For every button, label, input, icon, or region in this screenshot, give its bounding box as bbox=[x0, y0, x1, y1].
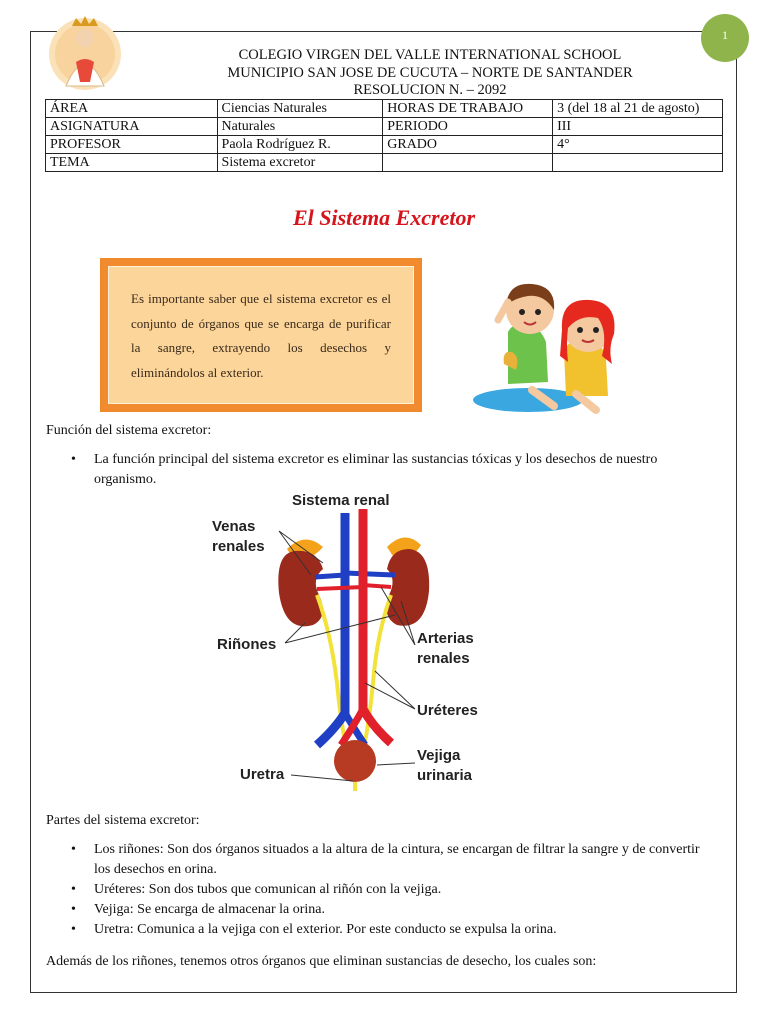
table-cell: III bbox=[553, 118, 723, 136]
kidney-right bbox=[386, 549, 429, 626]
table-row bbox=[46, 154, 723, 172]
label-uretra: Uretra bbox=[240, 766, 285, 783]
list-item: • Vejiga: Se encarga de almacenar la orina. bbox=[46, 900, 706, 920]
page-number-badge: 1 bbox=[701, 14, 749, 62]
label-arterias: Arterias bbox=[417, 630, 474, 647]
table-cell: 4° bbox=[553, 136, 723, 154]
list-item: • Los riñones: Son dos órganos situados a la altura de la cintura, se encargan de filtrar la sangre y de convertir los desechos en orina. bbox=[46, 840, 706, 880]
table-cell: HORAS DE TRABAJO bbox=[383, 100, 553, 118]
diagram-title: Sistema renal bbox=[292, 492, 390, 509]
parts-list bbox=[46, 840, 706, 940]
school-logo bbox=[46, 12, 124, 92]
table-cell bbox=[383, 154, 553, 172]
parts-heading: Partes del sistema excretor: bbox=[46, 813, 200, 828]
aorta bbox=[363, 509, 391, 743]
label-renales-arterias: renales bbox=[417, 650, 470, 667]
bladder bbox=[334, 740, 376, 782]
list-item: • La función principal del sistema excretor es eliminar las sustancias tóxicas y los desechos de nuestro organismo. bbox=[46, 450, 706, 490]
list-item: • Uretra: Comunica a la vejiga con el exterior. Por este conducto se expulsa la orina. bbox=[46, 920, 706, 940]
callout-text: Es importante saber que el sistema excretor es el conjunto de órganos que se encarga de purificar la sangre, extrayendo los desechos y eliminándolos al exterior. bbox=[108, 266, 414, 404]
table-cell: GRADO bbox=[383, 136, 553, 154]
label-urinaria: urinaria bbox=[417, 767, 473, 784]
table-row bbox=[46, 100, 723, 118]
document-title: El Sistema Excretor bbox=[292, 205, 476, 230]
table-cell: ASIGNATURA bbox=[46, 118, 218, 136]
table-cell: Ciencias Naturales bbox=[217, 100, 383, 118]
table-cell: TEMA bbox=[46, 154, 218, 172]
table-cell: PERIODO bbox=[383, 118, 553, 136]
label-vejiga: Vejiga bbox=[417, 747, 461, 764]
table-cell: Naturales bbox=[217, 118, 383, 136]
renal-system-diagram bbox=[205, 483, 495, 793]
table-cell: 3 (del 18 al 21 de agosto) bbox=[553, 100, 723, 118]
table-row bbox=[46, 118, 723, 136]
info-table bbox=[45, 99, 723, 172]
table-cell bbox=[553, 154, 723, 172]
kidney-left bbox=[278, 551, 323, 627]
label-venas: Venas bbox=[212, 518, 256, 535]
renal-arteries bbox=[317, 585, 391, 589]
municipality: MUNICIPIO SAN JOSE DE CUCUTA – NORTE DE SANTANDER bbox=[227, 65, 633, 81]
table-cell: Paola Rodríguez R. bbox=[217, 136, 383, 154]
table-cell: Sistema excretor bbox=[217, 154, 383, 172]
table-cell: PROFESOR bbox=[46, 136, 218, 154]
school-name: COLEGIO VIRGEN DEL VALLE INTERNATIONAL SCHOOL bbox=[238, 47, 622, 63]
function-heading: Función del sistema excretor: bbox=[46, 423, 212, 438]
closing-paragraph: Además de los riñones, tenemos otros órganos que eliminan sustancias de desecho, los cuales son: bbox=[46, 954, 597, 969]
renal-veins bbox=[315, 573, 395, 577]
table-row bbox=[46, 136, 723, 154]
label-renales-venas: renales bbox=[212, 538, 265, 555]
table-cell: ÁREA bbox=[46, 100, 218, 118]
kids-illustration bbox=[468, 272, 648, 417]
label-ureteres: Uréteres bbox=[417, 702, 478, 719]
definition-callout bbox=[100, 258, 422, 412]
resolution: RESOLUCION N. – 2092 bbox=[353, 82, 507, 98]
label-rinones: Riñones bbox=[217, 636, 277, 653]
list-item: • Uréteres: Son dos tubos que comunican al riñón con la vejiga. bbox=[46, 880, 706, 900]
